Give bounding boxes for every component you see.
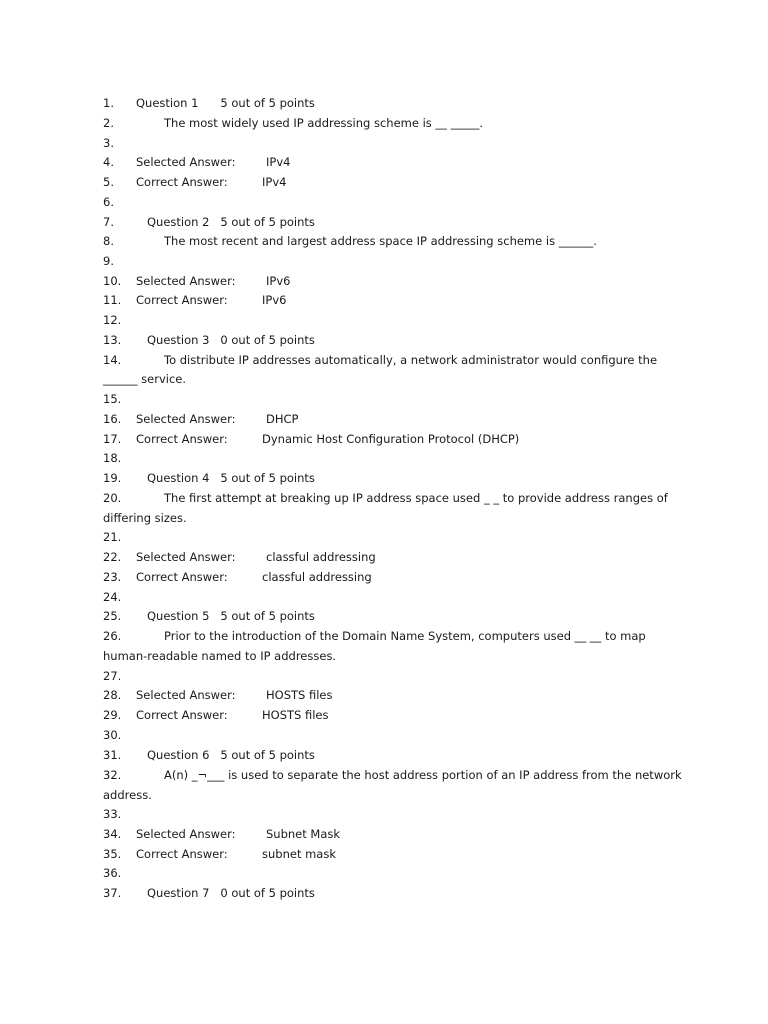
question-7-header	[103, 885, 683, 901]
question-1-header	[103, 95, 683, 111]
correct-answer-value: Dynamic Host Configuration Protocol (DHCP)	[262, 432, 520, 446]
question-text: Prior to the introduction of the Domain Name System, computers used __ __ to map	[164, 629, 646, 643]
blank-line	[103, 253, 683, 269]
question-text-continued: differing sizes.	[103, 511, 187, 525]
question-title: Question 3	[147, 333, 210, 347]
line-number: 1.	[103, 96, 114, 110]
question-points: 0 out of 5 points	[220, 886, 315, 900]
blank-line	[103, 806, 683, 822]
line-number: 33.	[103, 807, 122, 821]
selected-answer-value: HOSTS files	[266, 688, 333, 702]
blank-line	[103, 450, 683, 466]
question-2-correct	[103, 292, 683, 308]
line-number: 7.	[103, 215, 114, 229]
question-text: A(n) _¬___ is used to separate the host address portion of an IP address from the network	[164, 768, 682, 782]
line-number: 24.	[103, 590, 122, 604]
correct-answer-label: Correct Answer:	[136, 293, 228, 307]
blank-line	[103, 668, 683, 684]
question-6-text-continued	[103, 787, 683, 803]
line-number: 20.	[103, 491, 122, 505]
selected-answer-value: Subnet Mask	[266, 827, 341, 841]
line-number: 26.	[103, 629, 122, 643]
line-number: 34.	[103, 827, 122, 841]
question-5-text	[103, 628, 683, 644]
blank-line	[103, 194, 683, 210]
question-text-continued: address.	[103, 788, 152, 802]
question-title: Question 4	[147, 471, 210, 485]
question-title: Question 5	[147, 609, 210, 623]
question-points: 5 out of 5 points	[220, 96, 315, 110]
line-number: 8.	[103, 234, 114, 248]
correct-answer-value: IPv6	[262, 293, 287, 307]
line-number: 35.	[103, 847, 122, 861]
line-number: 15.	[103, 392, 122, 406]
line-number: 31.	[103, 748, 122, 762]
correct-answer-label: Correct Answer:	[136, 570, 228, 584]
correct-answer-label: Correct Answer:	[136, 175, 228, 189]
line-number: 25.	[103, 609, 122, 623]
question-5-correct	[103, 707, 683, 723]
blank-line	[103, 865, 683, 881]
line-number: 36.	[103, 866, 122, 880]
question-text-continued: human-readable named to IP addresses.	[103, 649, 337, 663]
line-number: 32.	[103, 768, 122, 782]
question-4-text-continued	[103, 510, 683, 526]
question-1-selected	[103, 154, 683, 170]
line-number: 19.	[103, 471, 122, 485]
correct-answer-label: Correct Answer:	[136, 708, 228, 722]
question-text-continued: ______ service.	[103, 372, 187, 386]
question-points: 5 out of 5 points	[220, 609, 315, 623]
question-3-text	[103, 352, 683, 368]
question-points: 0 out of 5 points	[220, 333, 315, 347]
selected-answer-label: Selected Answer:	[136, 550, 236, 564]
line-number: 18.	[103, 451, 122, 465]
selected-answer-label: Selected Answer:	[136, 155, 236, 169]
question-points: 5 out of 5 points	[220, 748, 315, 762]
question-title: Question 7	[147, 886, 210, 900]
question-text: The most recent and largest address space IP addressing scheme is ______.	[164, 234, 597, 248]
line-number: 30.	[103, 728, 122, 742]
correct-answer-value: IPv4	[262, 175, 287, 189]
question-6-selected	[103, 826, 683, 842]
question-2-text	[103, 233, 683, 249]
line-number: 17.	[103, 432, 122, 446]
question-points: 5 out of 5 points	[220, 215, 315, 229]
line-number: 10.	[103, 274, 122, 288]
selected-answer-value: IPv4	[266, 155, 291, 169]
selected-answer-value: classful addressing	[266, 550, 376, 564]
question-3-correct	[103, 431, 683, 447]
line-number: 9.	[103, 254, 114, 268]
question-3-selected	[103, 411, 683, 427]
question-6-text	[103, 767, 683, 783]
selected-answer-label: Selected Answer:	[136, 688, 236, 702]
question-title: Question 2	[147, 215, 210, 229]
question-3-header	[103, 332, 683, 348]
blank-line	[103, 589, 683, 605]
correct-answer-value: classful addressing	[262, 570, 372, 584]
selected-answer-label: Selected Answer:	[136, 827, 236, 841]
question-text: The most widely used IP addressing scheme is __ _____.	[164, 116, 483, 130]
line-number: 11.	[103, 293, 122, 307]
line-number: 22.	[103, 550, 122, 564]
question-3-text-continued	[103, 371, 683, 387]
line-number: 28.	[103, 688, 122, 702]
selected-answer-value: IPv6	[266, 274, 291, 288]
correct-answer-value: HOSTS files	[262, 708, 329, 722]
question-5-selected	[103, 687, 683, 703]
line-number: 29.	[103, 708, 122, 722]
blank-line	[103, 135, 683, 151]
correct-answer-value: subnet mask	[262, 847, 337, 861]
line-number: 4.	[103, 155, 114, 169]
line-number: 16.	[103, 412, 122, 426]
blank-line	[103, 312, 683, 328]
blank-line	[103, 391, 683, 407]
question-2-header	[103, 214, 683, 230]
correct-answer-label: Correct Answer:	[136, 847, 228, 861]
question-4-correct	[103, 569, 683, 585]
selected-answer-label: Selected Answer:	[136, 412, 236, 426]
line-number: 3.	[103, 136, 114, 150]
question-points: 5 out of 5 points	[220, 471, 315, 485]
question-1-correct	[103, 174, 683, 190]
question-text: The first attempt at breaking up IP address space used _ _ to provide address ranges of	[164, 491, 668, 505]
line-number: 2.	[103, 116, 114, 130]
correct-answer-label: Correct Answer:	[136, 432, 228, 446]
line-number: 21.	[103, 530, 122, 544]
question-4-text	[103, 490, 683, 506]
line-number: 13.	[103, 333, 122, 347]
line-number: 6.	[103, 195, 114, 209]
question-5-text-continued	[103, 648, 683, 664]
question-4-selected	[103, 549, 683, 565]
selected-answer-value: DHCP	[266, 412, 299, 426]
question-2-selected	[103, 273, 683, 289]
question-4-header	[103, 470, 683, 486]
line-number: 37.	[103, 886, 122, 900]
line-number: 12.	[103, 313, 122, 327]
question-1-text	[103, 115, 683, 131]
line-number: 5.	[103, 175, 114, 189]
line-number: 14.	[103, 353, 122, 367]
blank-line	[103, 529, 683, 545]
question-6-correct	[103, 846, 683, 862]
question-text: To distribute IP addresses automatically, a network administrator would configure the	[164, 353, 658, 367]
question-5-header	[103, 608, 683, 624]
selected-answer-label: Selected Answer:	[136, 274, 236, 288]
question-title: Question 1	[136, 96, 199, 110]
line-number: 23.	[103, 570, 122, 584]
blank-line	[103, 727, 683, 743]
question-6-header	[103, 747, 683, 763]
line-number: 27.	[103, 669, 122, 683]
question-title: Question 6	[147, 748, 210, 762]
